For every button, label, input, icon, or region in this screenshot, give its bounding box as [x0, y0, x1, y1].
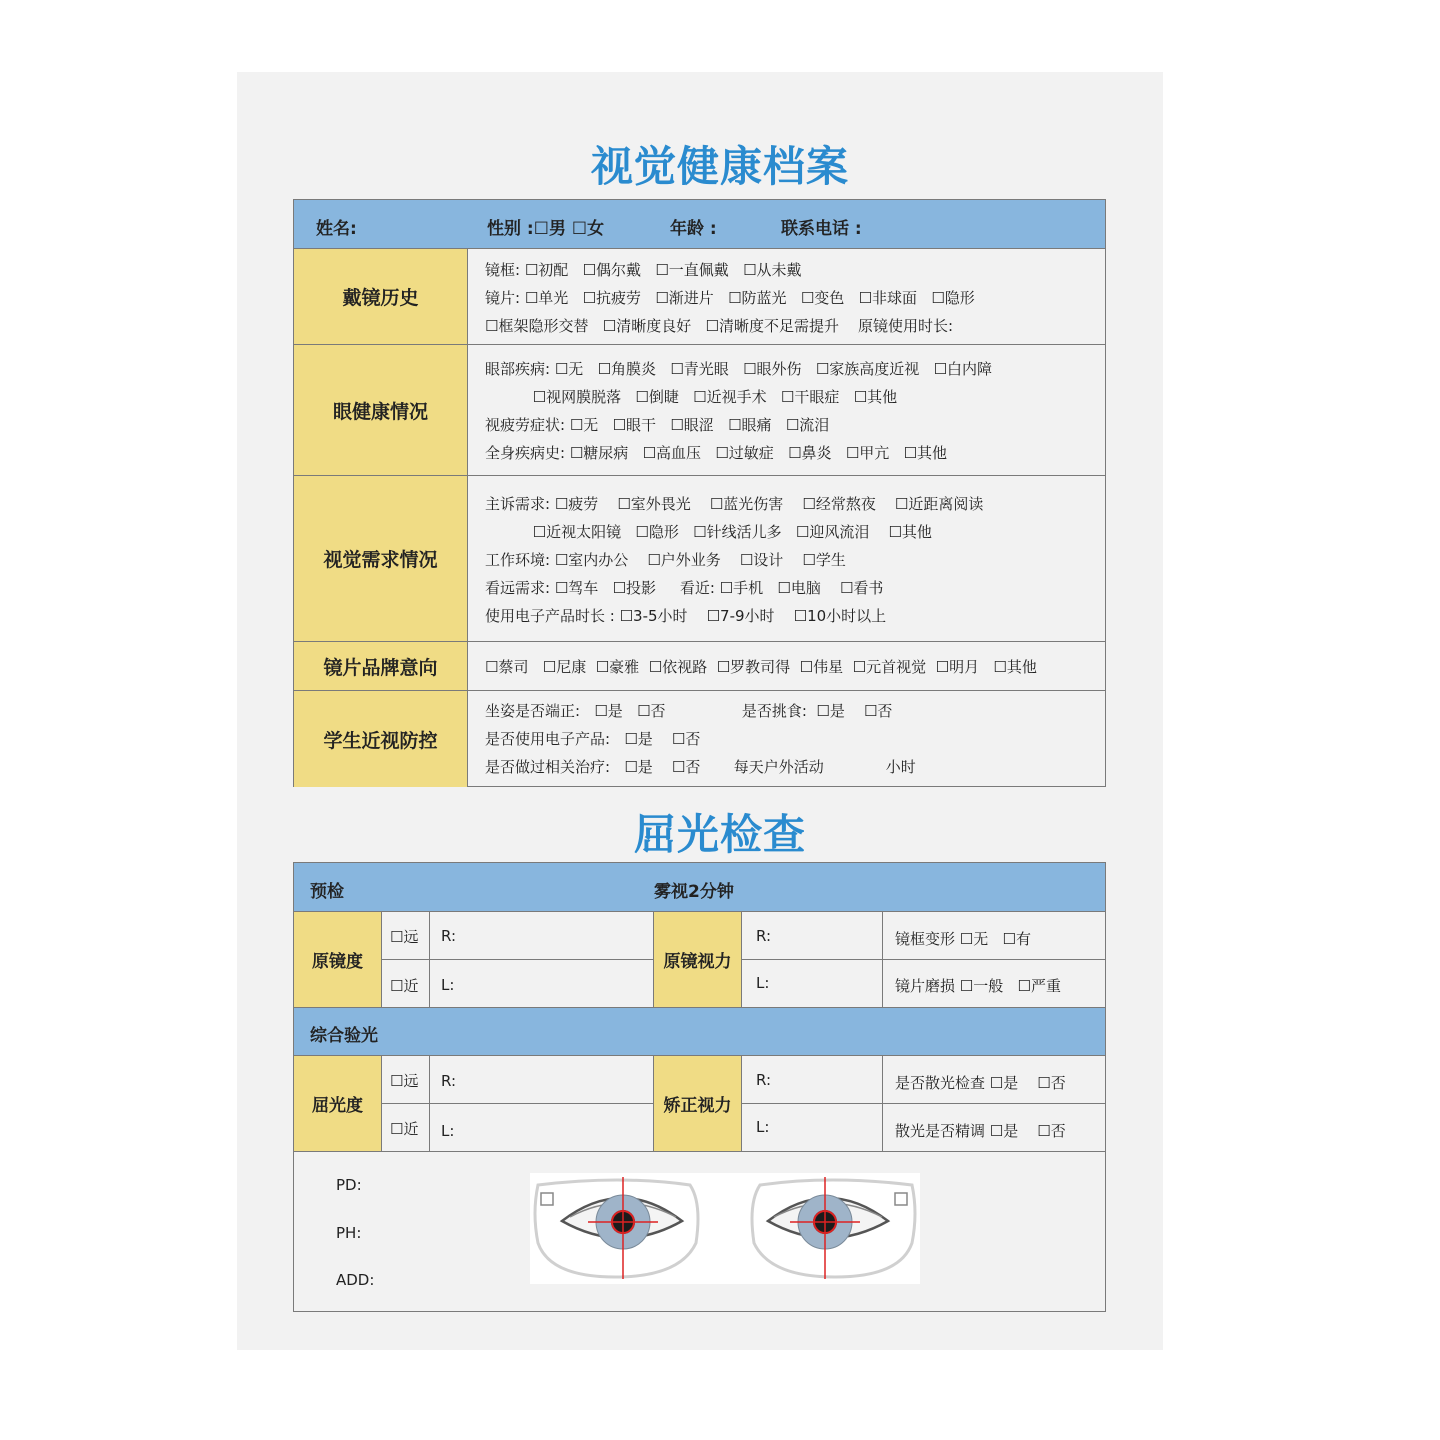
name-field[interactable]: 姓名:	[316, 219, 357, 239]
orig-r-field[interactable]	[430, 912, 654, 960]
r-label: R:	[441, 927, 457, 945]
orig-va-label: 原镜视力	[654, 912, 742, 1008]
section-lens-brand	[294, 642, 1105, 691]
comp-refraction-header	[294, 1008, 1105, 1056]
orig-va-r-field[interactable]	[742, 912, 883, 960]
section-line[interactable]: 使用电子产品时长 : ☐3-5小时 ☐7-9小时 ☐10小时以上	[485, 607, 887, 625]
section-line[interactable]: ☐蔡司 ☐尼康 ☐豪雅 ☐依视路 ☐罗教司得 ☐伟星 ☐元首视觉 ☐明月 ☐其他	[485, 658, 1037, 676]
pre-check-header	[294, 863, 1105, 912]
section-visual-needs	[294, 476, 1105, 642]
gender-field[interactable]: 性别 :☐男 ☐女	[487, 219, 605, 239]
refraction-label: 屈光度	[294, 1056, 382, 1152]
section-line[interactable]: 镜框: ☐初配 ☐偶尔戴 ☐一直佩戴 ☐从未戴	[485, 261, 802, 279]
far-checkbox[interactable]	[382, 1056, 430, 1104]
left-checkbox-icon	[541, 1193, 553, 1205]
pd-label[interactable]: PD:	[336, 1176, 362, 1194]
refraction-title: 屈光检查	[633, 810, 806, 859]
mydriatic-label: 是否散光检查 ☐是 ☐否	[895, 1074, 1066, 1092]
comp-refraction-label: 综合验光	[310, 1026, 378, 1046]
lens-wear-field[interactable]	[883, 960, 1105, 1008]
section-line[interactable]: 主诉需求: ☐疲劳 ☐室外畏光 ☐蓝光伤害 ☐经常熬夜 ☐近距离阅读	[485, 495, 984, 513]
near-label: ☐近	[390, 977, 419, 995]
section-label: 学生近视防控	[294, 691, 468, 787]
add-label[interactable]: ADD:	[336, 1271, 375, 1289]
section-line[interactable]: 镜片: ☐单光 ☐抗疲劳 ☐渐进片 ☐防蓝光 ☐变色 ☐非球面 ☐隐形	[485, 289, 975, 307]
corrected-va-label: 矫正视力	[654, 1056, 742, 1152]
r-label: R:	[441, 1072, 457, 1090]
orig-l-field[interactable]	[430, 960, 654, 1008]
l-label: L:	[756, 974, 770, 992]
fog-label: 雾视2分钟	[654, 882, 734, 902]
l-label: L:	[441, 1122, 455, 1140]
section-line[interactable]: 眼部疾病: ☐无 ☐角膜炎 ☐青光眼 ☐眼外伤 ☐家族高度近视 ☐白内障	[485, 360, 993, 378]
section-label: 眼健康情况	[294, 345, 468, 475]
eye-centration-diagram	[530, 1173, 920, 1284]
section-line[interactable]: ☐视网膜脱落 ☐倒睫 ☐近视手术 ☐干眼症 ☐其他	[485, 388, 898, 406]
document-title: 视觉健康档案	[590, 142, 849, 191]
l-label: L:	[756, 1118, 770, 1136]
corrected-va-l-field[interactable]	[742, 1104, 883, 1152]
personal-info-header	[294, 200, 1105, 249]
section-line[interactable]: 是否做过相关治疗: ☐是 ☐否 每天户外活动 小时	[485, 758, 916, 776]
section-line[interactable]: 全身疾病史: ☐糖尿病 ☐高血压 ☐过敏症 ☐鼻炎 ☐甲亢 ☐其他	[485, 444, 948, 462]
section-label: 镜片品牌意向	[294, 642, 468, 690]
mydriatic-field[interactable]	[883, 1056, 1105, 1104]
section-label: 视觉需求情况	[294, 476, 468, 641]
orig-power-label: 原镜度	[294, 912, 382, 1008]
ph-label[interactable]: PH:	[336, 1224, 362, 1242]
l-label: L:	[441, 976, 455, 994]
section-label: 戴镜历史	[294, 249, 468, 344]
section-line[interactable]: 坐姿是否端正: ☐是 ☐否 是否挑食: ☐是 ☐否	[485, 702, 893, 720]
pre-check-label: 预检	[310, 882, 344, 902]
far-checkbox[interactable]	[382, 912, 430, 960]
refraction-l-field[interactable]	[430, 1104, 654, 1152]
near-checkbox[interactable]	[382, 960, 430, 1008]
astig-fine-field[interactable]	[883, 1104, 1105, 1152]
lens-wear-label: 镜片磨损 ☐一般 ☐严重	[895, 977, 1061, 995]
frame-deform-field[interactable]	[883, 912, 1105, 960]
corrected-va-r-field[interactable]	[742, 1056, 883, 1104]
section-line[interactable]: ☐框架隐形交替 ☐清晰度良好 ☐清晰度不足需提升 原镜使用时长:	[485, 317, 954, 335]
section-line[interactable]: 工作环境: ☐室内办公 ☐户外业务 ☐设计 ☐学生	[485, 551, 846, 569]
section-myopia-control	[294, 691, 1105, 787]
refraction-form	[293, 862, 1106, 1312]
r-label: R:	[756, 927, 772, 945]
orig-va-l-field[interactable]	[742, 960, 883, 1008]
right-checkbox-icon	[895, 1193, 907, 1205]
age-field[interactable]: 年龄 :	[670, 219, 717, 239]
section-line[interactable]: 视疲劳症状: ☐无 ☐眼干 ☐眼涩 ☐眼痛 ☐流泪	[485, 416, 830, 434]
health-record-form	[293, 199, 1106, 787]
near-checkbox[interactable]	[382, 1104, 430, 1152]
section-line[interactable]: 看远需求: ☐驾车 ☐投影 看近: ☐手机 ☐电脑 ☐看书	[485, 579, 884, 597]
section-eye-health	[294, 345, 1105, 476]
far-label: ☐远	[390, 1072, 419, 1090]
section-line[interactable]: ☐近视太阳镜 ☐隐形 ☐针线活儿多 ☐迎风流泪 ☐其他	[485, 523, 932, 541]
phone-field[interactable]: 联系电话 :	[781, 219, 862, 239]
near-label: ☐近	[390, 1120, 419, 1138]
astig-fine-label: 散光是否精调 ☐是 ☐否	[895, 1122, 1066, 1140]
section-line[interactable]: 是否使用电子产品: ☐是 ☐否	[485, 730, 701, 748]
far-label: ☐远	[390, 928, 419, 946]
section-glasses-history	[294, 249, 1105, 345]
frame-deform-label: 镜框变形 ☐无 ☐有	[895, 930, 1031, 948]
r-label: R:	[756, 1071, 772, 1089]
refraction-r-field[interactable]	[430, 1056, 654, 1104]
